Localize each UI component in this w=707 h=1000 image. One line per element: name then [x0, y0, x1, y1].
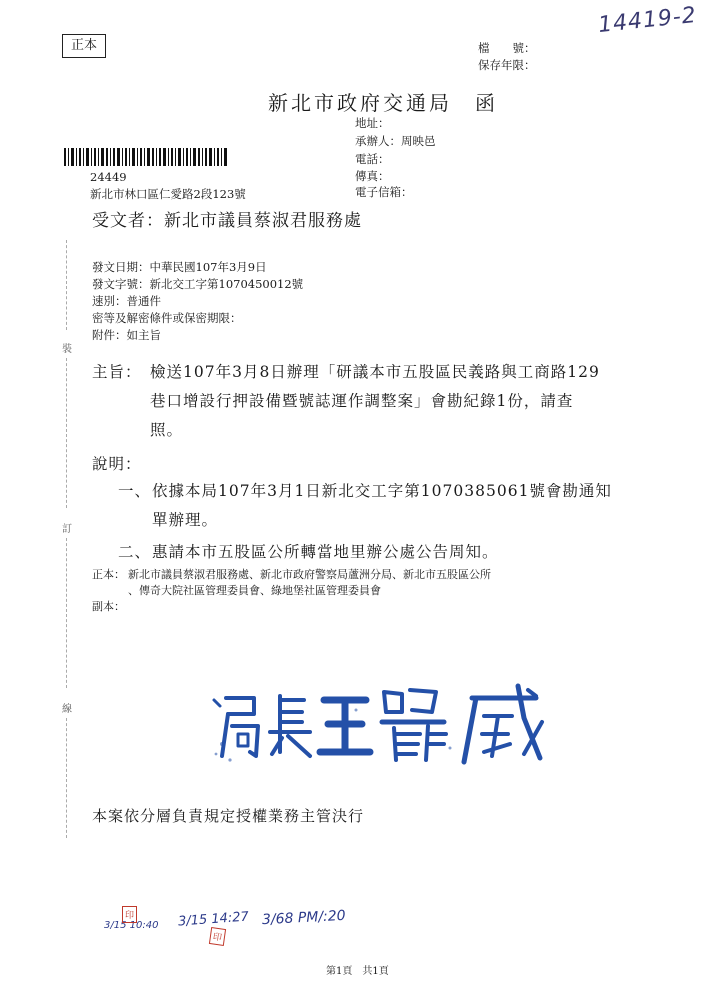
binding-line: [66, 240, 68, 330]
contact-phone: 電話：: [355, 152, 390, 166]
delegation-note: 本案依分層負責規定授權業務主管決行: [92, 807, 365, 825]
secrecy-level: 密等及解密條件或保密期限：: [92, 311, 242, 325]
director-seal: [206, 678, 546, 768]
binding-line: [66, 538, 68, 688]
red-receipt-stamp: 印: [122, 906, 137, 923]
mailing-postcode: 24449: [90, 170, 127, 184]
explanation-item-number: 一、: [118, 482, 152, 500]
explanation-label: 說明：: [92, 455, 142, 473]
copy-label-box: 正本: [62, 34, 106, 58]
page-footer: 第1頁 共1頁: [326, 966, 389, 977]
retention-label: 保存年限：: [478, 58, 536, 72]
explanation-item-number: 二、: [118, 543, 152, 561]
contact-fax: 傳真：: [355, 169, 390, 183]
delivery-speed: 速別：普通件: [92, 294, 161, 308]
binding-mark-1: 裝: [62, 344, 72, 355]
contact-address: 地址：: [355, 116, 390, 130]
explanation-item-line: 惠請本市五股區公所轉當地里辦公處公告周知。: [152, 543, 499, 561]
handwritten-note-3: 3/68 PM/:20: [261, 907, 347, 929]
binding-line: [66, 358, 68, 508]
binding-line: [66, 718, 68, 838]
file-no-label: 檔 號：: [478, 41, 536, 55]
explanation-item-line: 單辦理。: [152, 511, 219, 529]
handwritten-note-1: 3/15 10:40: [104, 920, 159, 931]
subject-line: 巷口增設行押設備暨號誌運作調整案」會勘紀錄1份，請查: [150, 392, 574, 410]
issue-date: 發文日期：中華民國107年3月9日: [92, 260, 267, 274]
distribution-main-line: 、傳奇大院社區管理委員會、綠地堡社區管理委員會: [128, 584, 381, 597]
document-title: 新北市政府交通局 函: [268, 91, 498, 115]
red-receipt-stamp: 印: [209, 927, 226, 946]
document-number: 發文字號：新北交工字第1070450012號: [92, 277, 304, 291]
binding-mark-3: 線: [62, 704, 72, 715]
contact-email: 電子信箱：: [355, 185, 413, 199]
recipient-line: 受文者：新北市議員蔡淑君服務處: [92, 211, 362, 231]
subject-label: 主旨：: [92, 363, 142, 381]
distribution-main-line: 新北市議員蔡淑君服務處、新北市政府警察局蘆洲分局、新北市五股區公所: [128, 568, 491, 581]
distribution-cc-label: 副本：: [92, 600, 125, 613]
handwritten-note-2: 3/15 14:27: [177, 909, 250, 930]
binding-mark-2: 訂: [62, 524, 72, 535]
subject-line: 照。: [150, 421, 184, 439]
mailing-address: 新北市林口區仁愛路2段123號: [90, 187, 246, 201]
contact-handler: 承辦人：周映邑: [355, 134, 436, 148]
handwritten-file-number: 14419-2: [596, 2, 698, 39]
attachment-line: 附件：如主旨: [92, 328, 161, 342]
explanation-item-line: 依據本局107年3月1日新北交工字第1070385061號會勘通知: [152, 482, 612, 500]
barcode-graphic: [64, 148, 229, 166]
distribution-main-label: 正本：: [92, 568, 125, 581]
subject-line: 檢送107年3月8日辦理「研議本市五股區民義路與工商路129: [150, 363, 600, 381]
